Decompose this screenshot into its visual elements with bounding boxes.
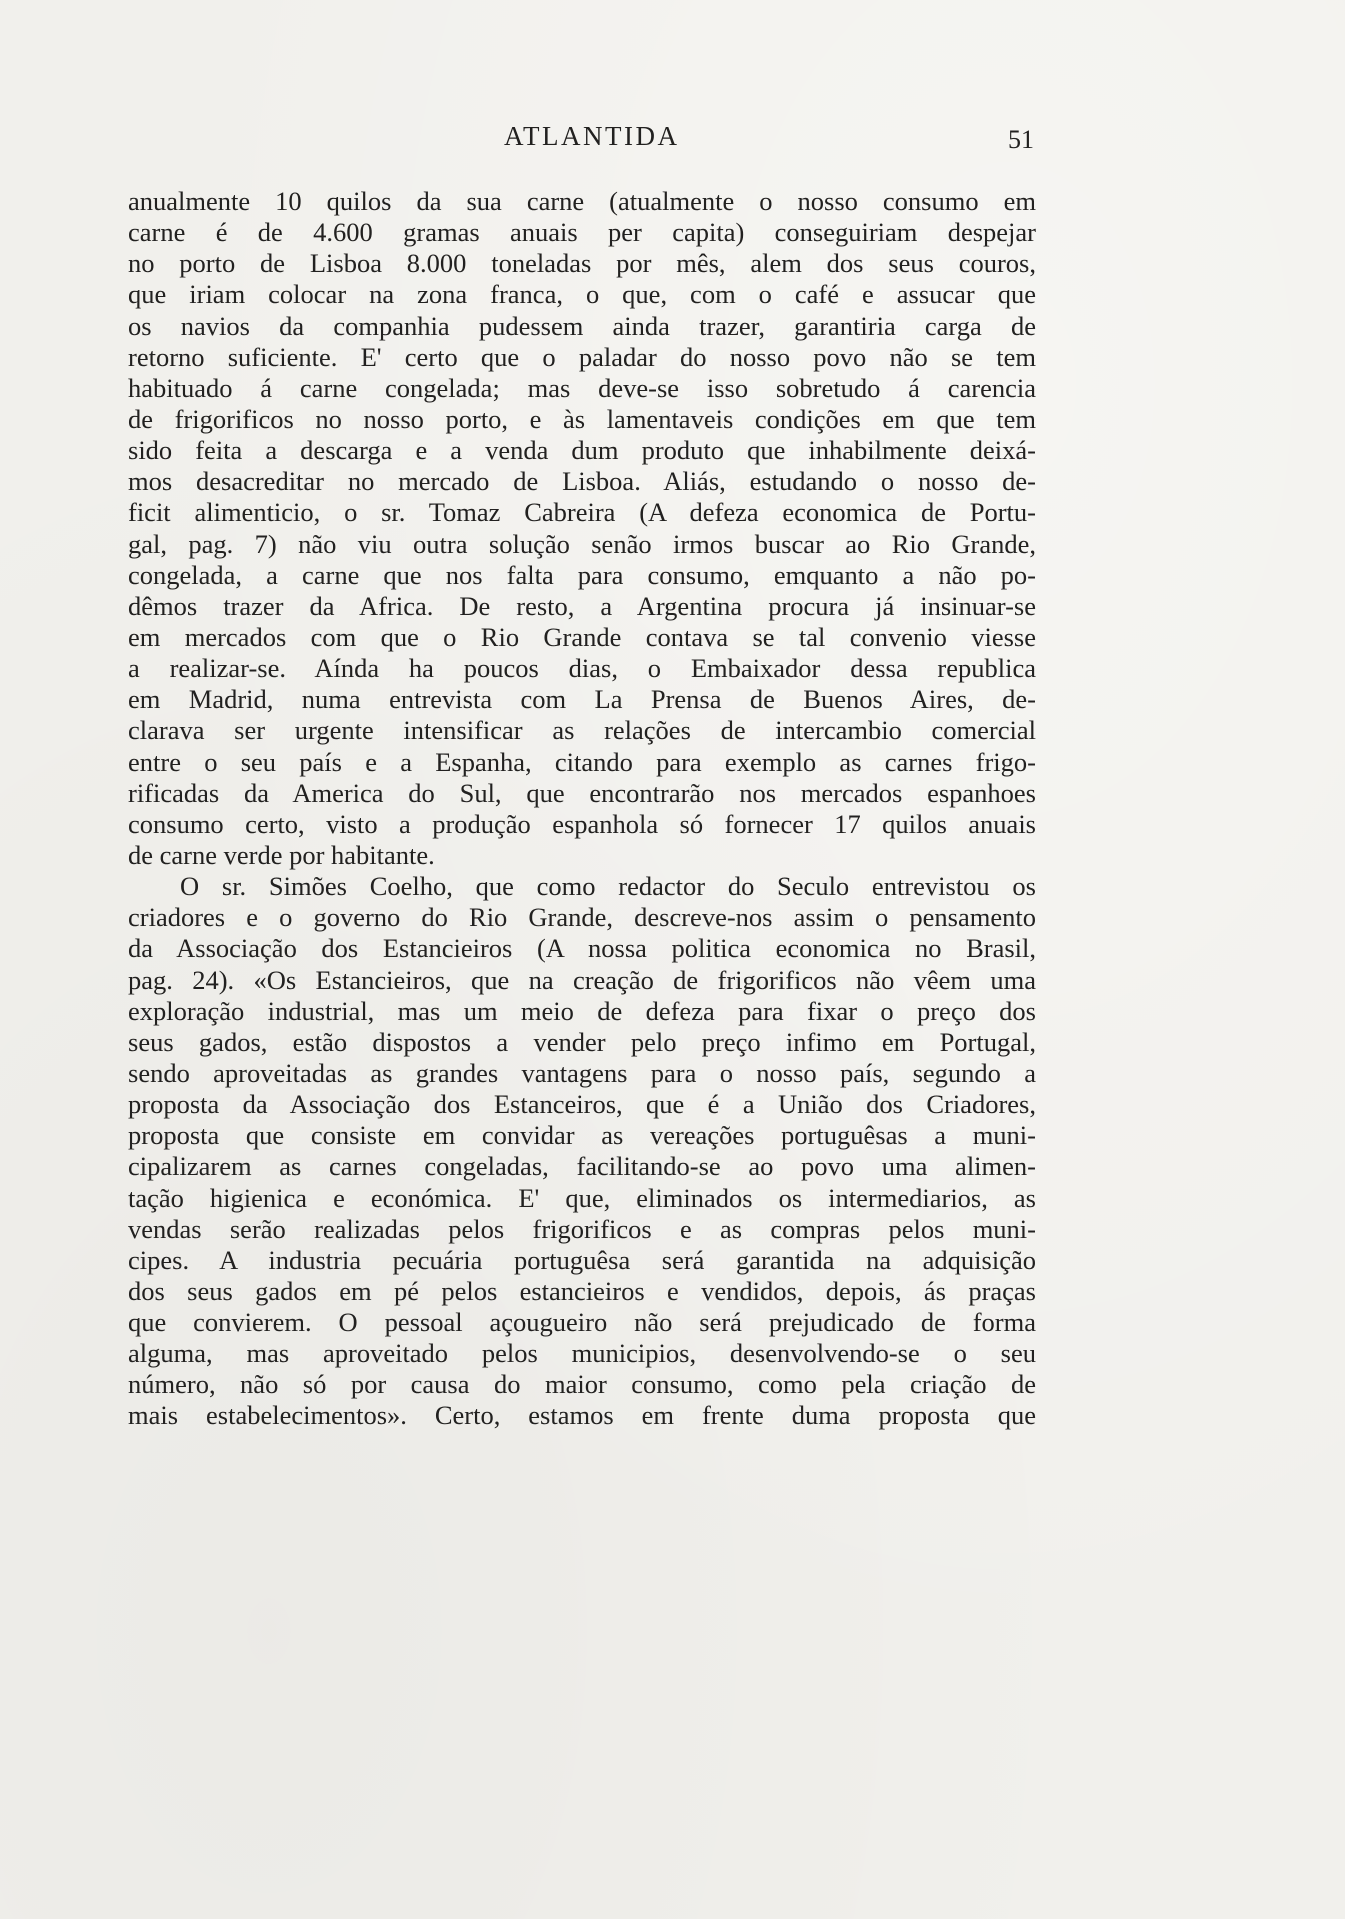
text-line: dos seus gados em pé pelos estancieiros e vendidos, depois, ás praças bbox=[128, 1275, 1036, 1306]
text-line: número, não só por causa do maior consumo, como pela criação de bbox=[128, 1369, 1036, 1400]
text-line: ficit alimenticio, o sr. Tomaz Cabreira (A defeza economica de Portu- bbox=[128, 497, 1036, 528]
text-line: em Madrid, numa entrevista com La Prensa de Buenos Aires, de- bbox=[128, 684, 1036, 715]
paragraph-start-line: O sr. Simões Coelho, que como redactor do Seculo entrevistou os bbox=[180, 871, 1036, 902]
text-line: habituado á carne congelada; mas deve-se isso sobretudo á carencia bbox=[128, 372, 1036, 403]
text-line: vendas serão realizadas pelos frigorificos e as compras pelos muni- bbox=[128, 1213, 1036, 1244]
text-line: gal, pag. 7) não viu outra solução senão irmos buscar ao Rio Grande, bbox=[128, 528, 1036, 559]
text-line: carne é de 4.600 gramas anuais per capita) conseguiriam despejar bbox=[128, 217, 1036, 248]
text-line: entre o seu país e a Espanha, citando para exemplo as carnes frigo- bbox=[128, 746, 1036, 777]
text-line: retorno suficiente. E' certo que o paladar do nosso povo não se tem bbox=[128, 341, 1036, 372]
text-line: criadores e o governo do Rio Grande, descreve-nos assim o pensamento bbox=[128, 902, 1036, 933]
text-line: cipalizarem as carnes congeladas, facilitando-se ao povo uma alimen- bbox=[128, 1151, 1036, 1182]
page-number: 51 bbox=[1008, 125, 1034, 154]
paragraph-end-line: de carne verde por habitante. bbox=[128, 839, 435, 870]
text-line: proposta que consiste em convidar as vereações portuguêsas a muni- bbox=[128, 1120, 1036, 1151]
text-line: consumo certo, visto a produção espanhola só fornecer 17 quilos anuais bbox=[128, 808, 1036, 839]
text-line: cipes. A industria pecuária portuguêsa será garantida na adquisição bbox=[128, 1244, 1036, 1275]
text-line: tação higienica e económica. E' que, eliminados os intermediarios, as bbox=[128, 1182, 1036, 1213]
text-line: no porto de Lisboa 8.000 toneladas por mês, alem dos seus couros, bbox=[128, 248, 1036, 279]
text-line: sendo aproveitadas as grandes vantagens para o nosso país, segundo a bbox=[128, 1057, 1036, 1088]
text-line: clarava ser urgente intensificar as relações de intercambio comercial bbox=[128, 715, 1036, 746]
text-line: em mercados com que o Rio Grande contava se tal convenio viesse bbox=[128, 621, 1036, 652]
text-line: anualmente 10 quilos da sua carne (atualmente o nosso consumo em bbox=[128, 186, 1036, 216]
text-line: de frigorificos no nosso porto, e às lamentaveis condições em que tem bbox=[128, 403, 1036, 434]
text-line: proposta da Associação dos Estanceiros, que é a União dos Criadores, bbox=[128, 1089, 1036, 1120]
text-line: pag. 24). «Os Estancieiros, que na creação de frigorificos não vêem uma bbox=[128, 964, 1036, 995]
text-line: seus gados, estão dispostos a vender pelo preço infimo em Portugal, bbox=[128, 1026, 1036, 1057]
running-title: ATLANTIDA bbox=[504, 121, 680, 151]
text-line: sido feita a descarga e a venda dum produto que inhabilmente deixá- bbox=[128, 435, 1036, 466]
text-line: rificadas da America do Sul, que encontrarão nos mercados espanhoes bbox=[128, 777, 1036, 808]
text-line: da Associação dos Estancieiros (A nossa politica economica no Brasil, bbox=[128, 933, 1036, 964]
text-line: alguma, mas aproveitado pelos municipios, desenvolvendo-se o seu bbox=[128, 1338, 1036, 1369]
text-line: a realizar-se. Aínda ha poucos dias, o Embaixador dessa republica bbox=[128, 653, 1036, 684]
running-head bbox=[0, 118, 1345, 154]
text-line: dêmos trazer da Africa. De resto, a Argentina procura já insinuar-se bbox=[128, 590, 1036, 621]
text-line: os navios da companhia pudessem ainda trazer, garantiria carga de bbox=[128, 310, 1036, 341]
body-text bbox=[128, 186, 1036, 1432]
text-line: exploração industrial, mas um meio de defeza para fixar o preço dos bbox=[128, 995, 1036, 1026]
text-line: que convierem. O pessoal açougueiro não será prejudicado de forma bbox=[128, 1307, 1036, 1338]
text-line: que iriam colocar na zona franca, o que, com o café e assucar que bbox=[128, 279, 1036, 310]
text-line: congelada, a carne que nos falta para consumo, emquanto a não po- bbox=[128, 559, 1036, 590]
text-line: mos desacreditar no mercado de Lisboa. Aliás, estudando o nosso de- bbox=[128, 466, 1036, 497]
text-line: mais estabelecimentos». Certo, estamos em frente duma proposta que bbox=[128, 1400, 1036, 1431]
